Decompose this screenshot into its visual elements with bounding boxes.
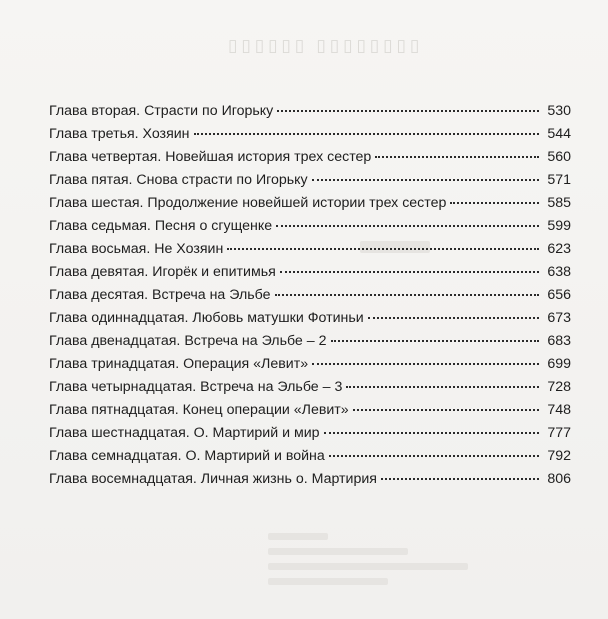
- toc-leader-dots: [280, 270, 539, 273]
- toc-entry-page-number: 748: [547, 402, 571, 418]
- toc-entry-page-number: 623: [547, 241, 571, 257]
- toc-entry: [49, 307, 571, 330]
- toc-entry-title: Глава восьмая. Не Хозяин: [49, 241, 224, 257]
- toc-leader-dots: [312, 178, 539, 181]
- toc-entry: [49, 399, 571, 422]
- toc-entry-page-number: 571: [547, 172, 571, 188]
- toc-leader-dots: [450, 201, 539, 204]
- toc-leader-dots: [277, 109, 539, 112]
- toc-entry-page-number: 638: [547, 264, 571, 280]
- toc-leader-dots: [368, 316, 539, 319]
- toc-entry: [49, 146, 571, 169]
- toc-entry: [49, 284, 571, 307]
- toc-entry: [49, 169, 571, 192]
- toc-entry-page-number: 699: [547, 356, 571, 372]
- toc-entry-title: Глава одиннадцатая. Любовь матушки Фотиньи: [49, 310, 364, 326]
- toc-leader-dots: [194, 132, 539, 135]
- toc-entry: [49, 123, 571, 146]
- toc-entry-page-number: 683: [547, 333, 571, 349]
- toc-entry-page-number: 728: [547, 379, 571, 395]
- table-of-contents: [49, 100, 571, 491]
- toc-entry-title: Глава шестая. Продолжение новейшей истории трех сестер: [49, 195, 447, 211]
- toc-entry: [49, 376, 571, 399]
- toc-leader-dots: [331, 339, 540, 342]
- toc-entry-page-number: 806: [547, 471, 571, 487]
- bleed-through-mark: [268, 533, 328, 540]
- toc-entry-title: Глава седьмая. Песня о сгущенке: [49, 218, 273, 234]
- toc-entry-title: Глава пятая. Снова страсти по Игорьку: [49, 172, 308, 188]
- toc-entry-title: Глава четырнадцатая. Встреча на Эльбе – 3: [49, 379, 343, 395]
- toc-entry-title: Глава девятая. Игорёк и епитимья: [49, 264, 276, 280]
- toc-leader-dots: [276, 224, 539, 227]
- toc-entry-title: Глава восемнадцатая. Личная жизнь о. Мартирия: [49, 471, 377, 487]
- bleed-through-mark: [268, 578, 388, 585]
- toc-entry-page-number: 673: [547, 310, 571, 326]
- toc-entry: [49, 445, 571, 468]
- toc-leader-dots: [312, 362, 539, 365]
- toc-leader-dots: [324, 431, 539, 434]
- bleed-through-mark: [268, 563, 468, 570]
- toc-leader-dots: [381, 477, 539, 480]
- toc-leader-dots: [353, 408, 539, 411]
- toc-leader-dots: [375, 155, 539, 158]
- toc-leader-dots: [227, 247, 539, 250]
- toc-entry: [49, 192, 571, 215]
- toc-entry-page-number: 544: [547, 126, 571, 142]
- toc-entry: [49, 353, 571, 376]
- toc-entry: [49, 422, 571, 445]
- toc-entry-title: Глава третья. Хозяин: [49, 126, 190, 142]
- toc-entry-title: Глава вторая. Страсти по Игорьку: [49, 103, 274, 119]
- toc-entry-page-number: 530: [547, 103, 571, 119]
- toc-entry: [49, 468, 571, 491]
- toc-entry-title: Глава четвертая. Новейшая история трех сестер: [49, 149, 372, 165]
- toc-entry: [49, 238, 571, 261]
- toc-entry: [49, 261, 571, 284]
- toc-entry-title: Глава семнадцатая. О. Мартирий и война: [49, 448, 325, 464]
- toc-leader-dots: [346, 385, 539, 388]
- toc-entry-page-number: 777: [547, 425, 571, 441]
- toc-entry-title: Глава пятнадцатая. Конец операции «Левит»: [49, 402, 349, 418]
- bleed-through-heading: ▯▯▯▯▯▯ ▯▯▯▯▯▯▯▯: [228, 36, 424, 55]
- toc-entry: [49, 215, 571, 238]
- toc-entry-page-number: 560: [547, 149, 571, 165]
- bleed-through-mark: [268, 548, 408, 555]
- toc-entry: [49, 100, 571, 123]
- toc-entry-title: Глава двенадцатая. Встреча на Эльбе – 2: [49, 333, 327, 349]
- toc-entry: [49, 330, 571, 353]
- toc-entry-page-number: 792: [547, 448, 571, 464]
- toc-entry-title: Глава тринадцатая. Операция «Левит»: [49, 356, 309, 372]
- toc-entry-page-number: 585: [547, 195, 571, 211]
- toc-entry-title: Глава десятая. Встреча на Эльбе: [49, 287, 271, 303]
- toc-entry-page-number: 599: [547, 218, 571, 234]
- toc-entry-title: Глава шестнадцатая. О. Мартирий и мир: [49, 425, 320, 441]
- toc-entry-page-number: 656: [547, 287, 571, 303]
- toc-leader-dots: [275, 293, 539, 296]
- toc-leader-dots: [329, 454, 539, 457]
